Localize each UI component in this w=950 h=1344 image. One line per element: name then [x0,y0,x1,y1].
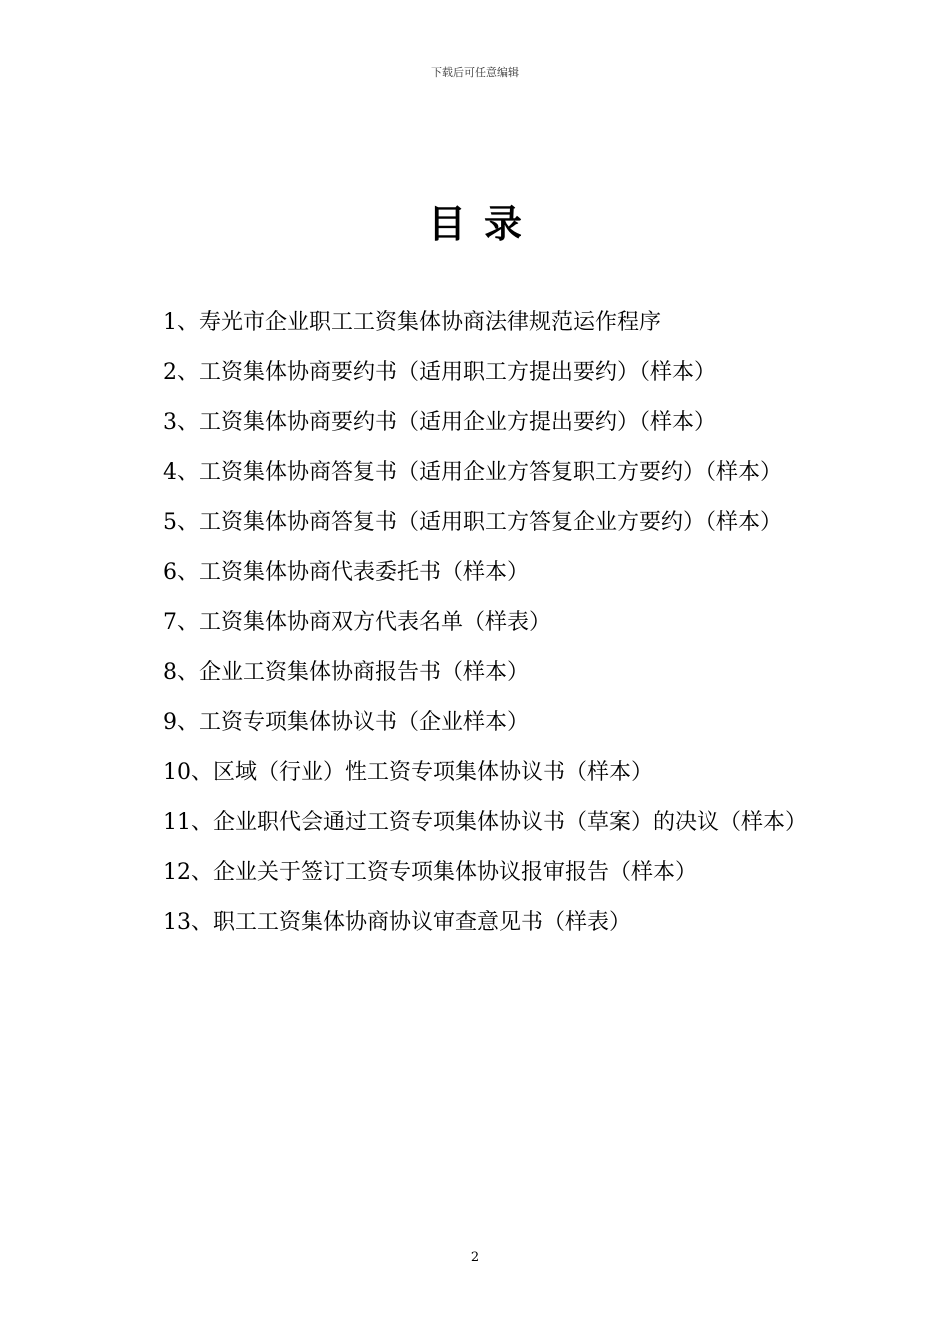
toc-entry: 10、区域（行业）性工资专项集体协议书（样本） [163,760,653,785]
toc-title: 目录 [427,201,540,246]
toc-entry: 12、企业关于签订工资专项集体协议报审报告（样本） [163,860,697,885]
toc-entry: 13、职工工资集体协商协议审查意见书（样表） [163,910,631,935]
toc-entry: 9、工资专项集体协议书（企业样本） [163,710,529,735]
toc-entry: 8、企业工资集体协商报告书（样本） [163,660,529,685]
toc-entry: 6、工资集体协商代表委托书（样本） [163,560,529,585]
toc-list [119,298,833,948]
toc-entry: 2、工资集体协商要约书（适用职工方提出要约）（样本） [163,360,716,385]
toc-entry: 11、企业职代会通过工资专项集体协议书（草案）的决议（样本） [163,810,807,835]
toc-entry: 3、工资集体协商要约书（适用企业方提出要约）（样本） [163,410,716,435]
toc-entry: 4、工资集体协商答复书（适用企业方答复职工方要约）（样本） [163,460,782,485]
toc-entry: 7、工资集体协商双方代表名单（样表） [163,610,551,635]
toc-entry: 1、寿光市企业职工工资集体协商法律规范运作程序 [163,310,661,335]
page-number: 2 [470,1250,480,1265]
toc-entry: 5、工资集体协商答复书（适用职工方答复企业方要约）（样本） [163,510,782,535]
header-note: 下载后可任意编辑 [431,66,519,79]
